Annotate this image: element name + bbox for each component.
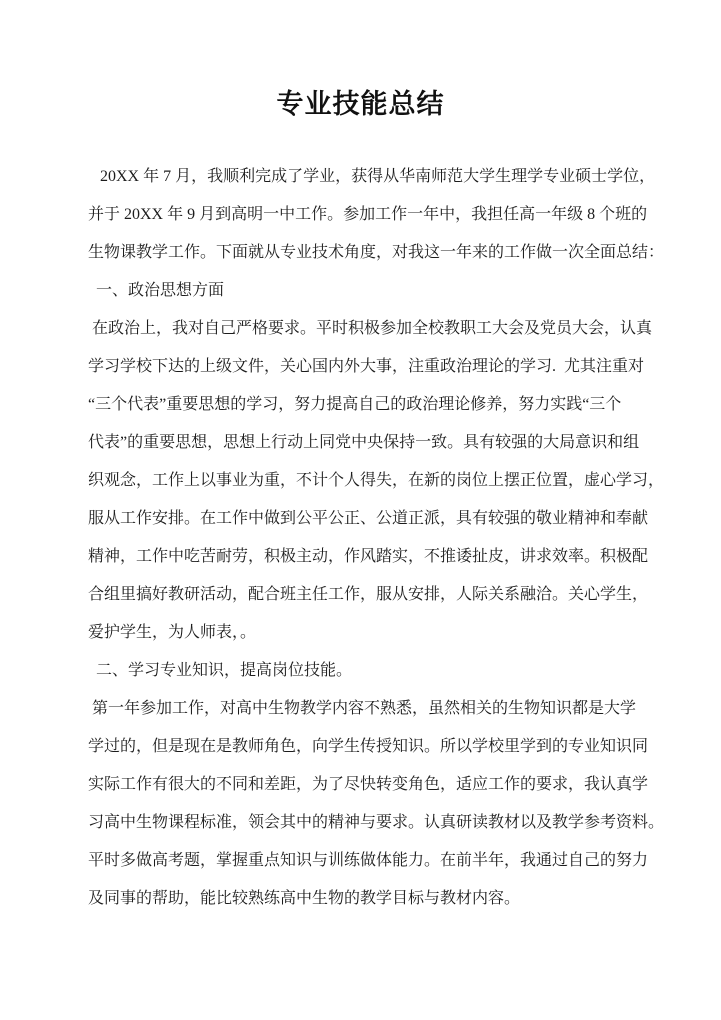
text-line: 生物课教学工作。下面就从专业技术角度，对我这一年来的工作做一次全面总结： (88, 244, 665, 261)
text-line: 第一年参加工作，对高中生物教学内容不熟悉，虽然相关的生物知识都是大学 (88, 700, 637, 717)
document-title: 专业技能总结 (276, 89, 445, 119)
text-line: 习高中生物课程标准，领会其中的精神与要求。认真研读教材以及教学参考资料。 (88, 814, 665, 831)
text-line: 织观念，工作上以事业为重，不计个人得失，在新的岗位上摆正位置，虚心学习， (88, 472, 665, 489)
text-line: 学习学校下达的上级文件，关心国内外大事，注重政治理论的学习. 尤其注重对 (88, 358, 645, 375)
text-line: 合组里搞好教研活动，配合班主任工作，服从安排，人际关系融洽。关心学生， (88, 586, 649, 603)
text-line: 爱护学生，为人师表，。 (88, 624, 257, 641)
text-line: 代表”的重要思想，思想上行动上同党中央保持一致。具有较强的大局意识和组 (88, 434, 640, 451)
text-line: 二、学习专业知识，提高岗位技能。 (88, 662, 353, 679)
text-line: 实际工作有很大的不同和差距，为了尽快转变角色，适应工作的要求，我认真学 (88, 776, 649, 793)
text-line: 在政治上，我对自己严格要求。平时积极参加全校教职工大会及党员大会，认真 (88, 320, 653, 337)
document-body (0, 158, 721, 918)
text-line: 平时多做高考题，掌握重点知识与训练做体能力。在前半年，我通过自己的努力 (88, 852, 649, 869)
text-line: 20XX 年 7 月，我顺利完成了学业，获得从华南师范大学生理学专业硕士学位， (88, 168, 656, 185)
text-line: 一、政治思想方面 (88, 282, 225, 299)
text-line: “三个代表”重要思想的学习，努力提高自己的政治理论修养，努力实践“三个 (88, 396, 622, 413)
text-line: 并于 20XX 年 9 月到高明一中工作。参加工作一年中，我担任高一年级 8 个班的 (88, 206, 648, 223)
text-line: 及同事的帮助，能比较熟练高中生物的教学目标与教材内容。 (88, 890, 521, 907)
text-line: 服从工作安排。在工作中做到公平公正、公道正派，具有较强的敬业精神和奉献 (88, 510, 649, 527)
text-line: 精神，工作中吃苦耐劳，积极主动，作风踏实，不推诿扯皮，讲求效率。积极配 (88, 548, 649, 565)
text-line: 学过的，但是现在是教师角色，向学生传授知识。所以学校里学到的专业知识同 (88, 738, 649, 755)
